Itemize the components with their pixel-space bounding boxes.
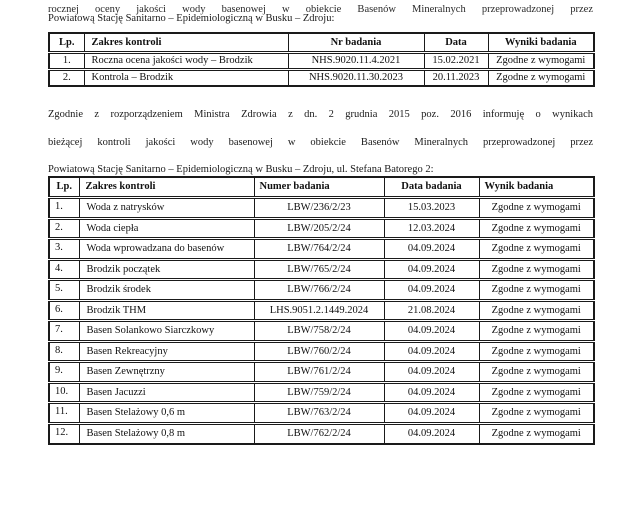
table-cell: 04.09.2024 [384,362,479,383]
table-cell: 04.09.2024 [384,259,479,280]
table-cell: Basen Rekreacyjny [79,341,254,362]
table-cell: 21.08.2024 [384,300,479,321]
table-row [49,362,594,383]
table-cell: 5. [49,280,79,301]
table-cell: Zgodne z wymogami [479,280,594,301]
table-cell: 10. [49,382,79,403]
table-cell: LBW/759/2/24 [254,382,384,403]
table-cell: 3. [49,239,79,260]
table-cell: LBW/765/2/24 [254,259,384,280]
table-cell: 04.09.2024 [384,239,479,260]
table-cell: 04.09.2024 [384,321,479,342]
table-cell: LBW/763/2/24 [254,403,384,424]
table-cell: Basen Solankowo Siarczkowy [79,321,254,342]
intro2-line-3: Powiatową Stację Sanitarno – Epidemiologiczną w Busku – Zdroju, ul. Stefana Batorego 2: [48,164,434,175]
table-cell: 12.03.2024 [384,218,479,239]
table-cell: 04.09.2024 [384,423,479,444]
column-header: Data badania [384,177,479,198]
table-cell: 4. [49,259,79,280]
intro-paragraph-2 [48,101,593,184]
table-cell: LBW/764/2/24 [254,239,384,260]
table-body [49,198,594,444]
column-header: Zakres kontroli [84,33,288,52]
table-cell: Zgodne z wymogami [479,259,594,280]
table-cell: 2. [49,218,79,239]
table-row [49,423,594,444]
table-cell: NHS.9020.11.30.2023 [288,69,424,86]
table-cell: LBW/766/2/24 [254,280,384,301]
table-cell: Woda ciepła [79,218,254,239]
table-cell: Zgodne z wymogami [479,300,594,321]
table-row [49,403,594,424]
table-cell: LBW/236/2/23 [254,198,384,219]
table-cell: Zgodne z wymogami [479,362,594,383]
table-row [49,198,594,219]
table-row [49,259,594,280]
table-cell: Zgodne z wymogami [479,403,594,424]
intro1-line: Powiatową Stację Sanitarno – Epidemiologiczną w Busku – Zdroju: [48,13,335,24]
table-cell: 9. [49,362,79,383]
table-body [49,52,594,86]
table-cell: 15.02.2021 [424,52,488,69]
table-cell: Basen Zewnętrzny [79,362,254,383]
table-cell: Zgodne z wymogami [479,423,594,444]
table-cell: 1. [49,52,84,69]
table-row [49,341,594,362]
table-row [49,52,594,69]
table-cell: 04.09.2024 [384,403,479,424]
table-cell: Brodzik początek [79,259,254,280]
table-cell: LBW/760/2/24 [254,341,384,362]
column-header: Data [424,33,488,52]
table-cell: Brodzik THM [79,300,254,321]
table-cell: Zgodne z wymogami [488,69,594,86]
table-cell: Zgodne z wymogami [479,321,594,342]
pool-water-tests-table [48,176,595,445]
table-cell: 12. [49,423,79,444]
intro2-line-1: Zgodnie z rozporządzeniem Ministra Zdrowia z dn. 2 grudnia 2015 poz. 2016 informuję o wynikach [48,109,593,120]
table-cell: Zgodne z wymogami [479,239,594,260]
table-row [49,300,594,321]
table-cell: 04.09.2024 [384,341,479,362]
table-cell: 7. [49,321,79,342]
table-cell: 15.03.2023 [384,198,479,219]
table-cell: LBW/205/2/24 [254,218,384,239]
table-row [49,69,594,86]
table-cell: 04.09.2024 [384,280,479,301]
table-cell: Zgodne z wymogami [479,198,594,219]
table-row [49,218,594,239]
table-row [49,382,594,403]
table-row [49,280,594,301]
table-cell: 2. [49,69,84,86]
table-cell: LBW/761/2/24 [254,362,384,383]
table-cell: Roczna ocena jakości wody – Brodzik [84,52,288,69]
table-cell: Zgodne z wymogami [479,382,594,403]
column-header: Nr badania [288,33,424,52]
table-cell: Zgodne z wymogami [479,341,594,362]
table-cell: 8. [49,341,79,362]
intro2-line-2: bieżącej kontroli jakości wody basenowej w obiekcie Basenów Mineralnych przeprowadzonej przez [48,136,593,148]
table-cell: Woda z natrysków [79,198,254,219]
table-cell: Basen Jacuzzi [79,382,254,403]
table-cell: LBW/762/2/24 [254,423,384,444]
document-page [0,12,593,445]
table-cell: LBW/758/2/24 [254,321,384,342]
table-cell: Zgodne z wymogami [488,52,594,69]
table-row [49,321,594,342]
brodzik-inspection-table [48,32,595,87]
table-cell: 11. [49,403,79,424]
table-cell: 1. [49,198,79,219]
table-cell: Basen Stelażowy 0,8 m [79,423,254,444]
table-cell: NHS.9020.11.4.2021 [288,52,424,69]
column-header: Zakres kontroli [79,177,254,198]
table-cell: Kontrola – Brodzik [84,69,288,86]
table-cell: Brodzik środek [79,280,254,301]
column-header: Numer badania [254,177,384,198]
column-header: Wyniki badania [488,33,594,52]
table-cell: 6. [49,300,79,321]
table-row [49,239,594,260]
column-header: Lp. [49,177,79,198]
table-cell: Woda wprowadzana do basenów [79,239,254,260]
table-cell: 04.09.2024 [384,382,479,403]
table-cell: Zgodne z wymogami [479,218,594,239]
table-cell: LHS.9051.2.1449.2024 [254,300,384,321]
table-cell: Basen Stelażowy 0,6 m [79,403,254,424]
column-header: Lp. [49,33,84,52]
column-header: Wynik badania [479,177,594,198]
header-row [49,33,594,52]
table-cell: 20.11.2023 [424,69,488,86]
table-header [49,33,594,52]
clipped-top-text-line: rocznej oceny jakości wody basenowej w obiekcie Basenów Mineralnych przeprowadzonej przez [48,4,593,15]
